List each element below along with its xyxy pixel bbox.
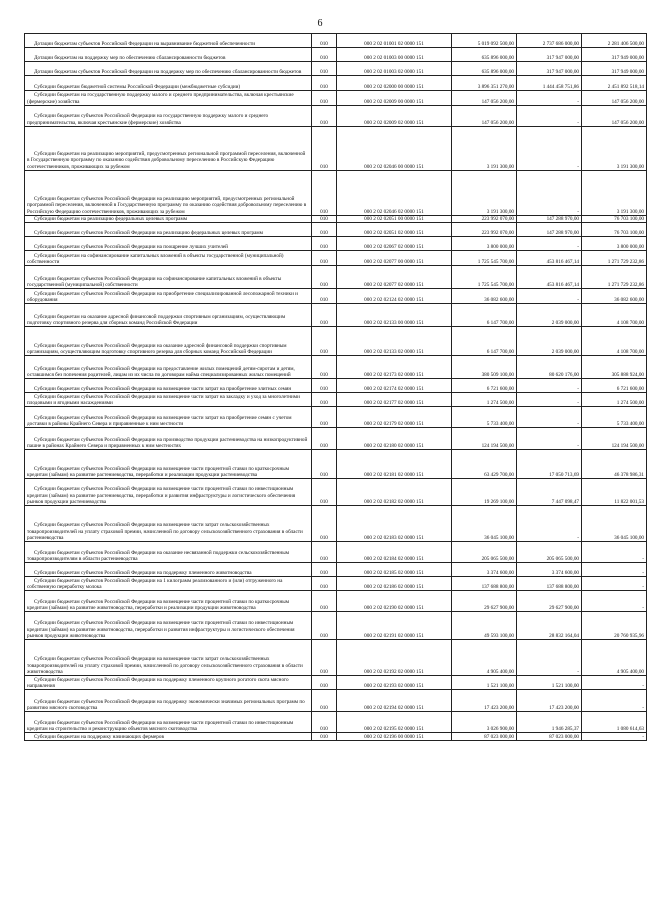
table-row [25, 591, 647, 612]
row-kbk: 000 2 02 02046 02 0000 151 [337, 171, 452, 216]
table-row [25, 171, 647, 216]
row-kbk: 000 2 02 02173 02 0000 151 [337, 356, 452, 379]
row-name: Субсидии бюджетам на реализацию федеральных целевых программ [25, 216, 312, 223]
row-value-remaining: 1 080 614,63 [582, 712, 647, 733]
row-name: Субсидии бюджетам субъектов Российской Федерации на поддержку племенного крупного рогатого скота мясного направления [25, 676, 312, 690]
row-value-approved: 223 992 070,00 [452, 216, 517, 223]
row-name: Субсидии бюджетам на оказание адресной финансовой поддержки спортивным организациям, осуществляющим подготовку спортивного резерва для сборных команд Российской Федерации [25, 304, 312, 327]
row-value-remaining: 4 108 700,00 [582, 327, 647, 356]
row-code: 010 [312, 577, 337, 591]
row-name: Субсидии бюджетам субъектов Российской Федерации на софинансирование капитальных вложений в объекты государственной (муниципальной) собственности [25, 266, 312, 289]
row-name: Субсидии бюджетам субъектов Российской Федерации на поощрение лучших учителей [25, 237, 312, 251]
row-value-executed: 147 288 970,00 [517, 216, 582, 223]
table-row [25, 289, 647, 304]
row-value-executed: - [517, 91, 582, 106]
row-value-approved: 1 725 545 700,00 [452, 266, 517, 289]
row-value-remaining: 317 949 000,00 [582, 48, 647, 62]
row-code: 010 [312, 251, 337, 266]
row-code: 010 [312, 428, 337, 450]
page-number: 6 [317, 18, 323, 29]
row-name: Дотации бюджетам на поддержку мер по обеспечению сбалансированности бюджетов [25, 48, 312, 62]
row-value-executed: 28 832 164,04 [517, 612, 582, 640]
row-name: Субсидии бюджетам субъектов Российской Федерации на возмещение части процентной ставки по краткосрочным кредитам (займам) на развитие растениеводства, переработки и реализации продукции растениеводства [25, 450, 312, 479]
row-name: Субсидии бюджетам на государственную поддержку малого и среднего предпринимательства, включая крестьянские (фермерские) хозяйства [25, 91, 312, 106]
row-value-executed: 453 816 467,14 [517, 266, 582, 289]
row-value-approved: 635 896 000,00 [452, 48, 517, 62]
table-row [25, 91, 647, 106]
row-value-executed: 205 065 500,00 [517, 542, 582, 563]
row-value-approved: 19 269 100,00 [452, 479, 517, 506]
row-kbk: 000 2 02 02009 02 0000 151 [337, 106, 452, 127]
row-kbk: 000 2 02 02133 00 0000 151 [337, 304, 452, 327]
row-value-executed: - [517, 237, 582, 251]
row-value-remaining: - [582, 676, 647, 690]
row-value-executed: 17 050 713,69 [517, 450, 582, 479]
table-row [25, 62, 647, 76]
row-value-approved: 6 147 700,00 [452, 304, 517, 327]
row-value-remaining: 147 056 200,00 [582, 106, 647, 127]
table-row [25, 690, 647, 712]
row-name: Субсидии бюджетам субъектов Российской Федерации на возмещение части затрат на приобретение элитных семян [25, 379, 312, 393]
table-row [25, 76, 647, 91]
row-value-executed: - [517, 506, 582, 542]
row-value-remaining: - [582, 542, 647, 563]
row-name: Дотации бюджетам субъектов Российской Федерации на поддержку мер по обеспечению сбалансированности бюджетов [25, 62, 312, 76]
row-code: 010 [312, 223, 337, 237]
row-value-approved: 17 423 200,00 [452, 690, 517, 712]
row-code: 010 [312, 216, 337, 223]
row-code: 010 [312, 379, 337, 393]
row-name: Субсидии бюджетам субъектов Российской Федерации на государственную поддержку малого и среднего предпринимательства, включая крестьянские (фермерские) хозяйства [25, 106, 312, 127]
row-value-executed: 2 039 000,00 [517, 304, 582, 327]
row-code: 010 [312, 563, 337, 577]
row-kbk: 000 2 02 02177 02 0000 151 [337, 393, 452, 407]
row-kbk: 000 2 02 02190 02 0000 151 [337, 591, 452, 612]
row-value-executed: 17 423 200,00 [517, 690, 582, 712]
row-value-approved: 205 065 500,00 [452, 542, 517, 563]
row-value-approved: 137 688 800,00 [452, 577, 517, 591]
row-value-executed: 317 947 000,00 [517, 62, 582, 76]
row-value-executed: - [517, 379, 582, 393]
row-value-approved: 3 374 600,00 [452, 563, 517, 577]
row-value-remaining: - [582, 690, 647, 712]
table-row [25, 106, 647, 127]
table-row [25, 393, 647, 407]
table-row [25, 379, 647, 393]
table-row [25, 712, 647, 733]
row-name: Субсидии бюджетам субъектов Российской Федерации на возмещение части процентной ставки по краткосрочным кредитам (займам) на развитие животноводства, переработки и реализации продукции животноводства [25, 591, 312, 612]
row-code: 010 [312, 591, 337, 612]
row-kbk: 000 2 02 02051 00 0000 151 [337, 216, 452, 223]
row-code: 010 [312, 48, 337, 62]
row-kbk: 000 2 02 02185 02 0000 151 [337, 563, 452, 577]
row-value-executed: - [517, 640, 582, 676]
budget-table [24, 33, 647, 741]
table-row [25, 542, 647, 563]
row-value-remaining: - [582, 591, 647, 612]
row-kbk: 000 2 02 01003 02 0000 151 [337, 62, 452, 76]
row-kbk: 000 2 02 01003 00 0000 151 [337, 48, 452, 62]
row-value-remaining: 4 108 700,00 [582, 304, 647, 327]
row-value-remaining: - [582, 563, 647, 577]
row-name: Субсидии бюджетам субъектов Российской Федерации на возмещение части затрат на приобретение семян с учетом доставки в районы Крайнего Севера и приравненные к ним местности [25, 407, 312, 428]
row-value-executed: 1 946 285,37 [517, 712, 582, 733]
row-kbk: 000 2 02 02193 02 0000 151 [337, 676, 452, 690]
table-row [25, 676, 647, 690]
row-value-remaining: 147 056 200,00 [582, 91, 647, 106]
row-value-remaining: 3 191 300,00 [582, 127, 647, 171]
row-code: 010 [312, 479, 337, 506]
row-value-approved: 4 905 400,00 [452, 640, 517, 676]
row-value-remaining: 76 703 100,00 [582, 223, 647, 237]
row-value-executed: 453 816 467,14 [517, 251, 582, 266]
row-name: Субсидии бюджетам субъектов Российской Федерации на возмещение части затрат на закладку и уход за многолетними плодовыми и ягодными насаждениями [25, 393, 312, 407]
table-row [25, 251, 647, 266]
row-value-executed: 87 023 000,00 [517, 733, 582, 741]
row-code: 010 [312, 676, 337, 690]
row-name: Субсидии бюджетам на софинансирование капитальных вложений в объекты государственной (муниципальной) собственности [25, 251, 312, 266]
row-kbk: 000 2 02 02181 02 0000 151 [337, 450, 452, 479]
row-code: 010 [312, 91, 337, 106]
table-row [25, 327, 647, 356]
row-value-executed: 137 688 800,00 [517, 577, 582, 591]
row-code: 010 [312, 171, 337, 216]
row-value-executed: 317 947 000,00 [517, 48, 582, 62]
row-kbk: 000 2 02 02046 00 0000 151 [337, 127, 452, 171]
row-value-approved: 1 521 100,00 [452, 676, 517, 690]
row-value-approved: 1 274 500,00 [452, 393, 517, 407]
row-value-executed: 147 288 970,00 [517, 223, 582, 237]
row-name: Субсидии бюджетам на поддержку начинающих фермеров [25, 733, 312, 741]
row-name: Субсидии бюджетам субъектов Российской Федерации на возмещение части процентной ставки по инвестиционным кредитам (займам) на развитие растениеводства, переработки и развития инфраструктуры и логистического обеспечения рынков продукции растениеводства [25, 479, 312, 506]
row-value-approved: 6 721 600,00 [452, 379, 517, 393]
row-code: 010 [312, 62, 337, 76]
row-value-executed: 80 620 176,00 [517, 356, 582, 379]
row-name: Субсидии бюджетам на реализацию мероприятий, предусмотренных региональной программой переселения, включенной в Государственную программу по оказанию содействия добровольному переселению в Российскую Федерацию соотечественников, проживающих за рубежом [25, 127, 312, 171]
row-value-executed: 2 039 000,00 [517, 327, 582, 356]
row-value-approved: 223 992 070,00 [452, 223, 517, 237]
row-name: Субсидии бюджетам субъектов Российской Федерации на возмещение части процентной ставки по инвестиционным кредитам (займам) на развитие животноводства, переработки и развития инфраструктуры и логистического обеспечения рынков продукции животноводства [25, 612, 312, 640]
row-value-remaining: 1 271 729 232,86 [582, 251, 647, 266]
row-name: Субсидии бюджетам субъектов Российской Федерации на приобретение специализированной лесопожарной техники и оборудования [25, 289, 312, 304]
row-kbk: 000 2 02 02000 00 0000 151 [337, 76, 452, 91]
row-kbk: 000 2 02 02067 02 0000 151 [337, 237, 452, 251]
row-name: Субсидии бюджетам субъектов Российской Федерации на оказание несвязанной поддержки сельскохозяйственным товаропроизводителям в области растениеводства [25, 542, 312, 563]
row-name: Субсидии бюджетам бюджетной системы Российской Федерации (межбюджетные субсидии) [25, 76, 312, 91]
row-value-approved: 6 147 700,00 [452, 327, 517, 356]
row-value-approved: 3 896 351 270,00 [452, 76, 517, 91]
row-kbk: 000 2 02 02191 02 0000 151 [337, 612, 452, 640]
row-value-approved: 147 056 200,00 [452, 91, 517, 106]
row-value-executed: 3 374 600,00 [517, 563, 582, 577]
row-value-approved: 124 194 500,00 [452, 428, 517, 450]
table-row [25, 612, 647, 640]
row-kbk: 000 2 02 02077 00 0000 151 [337, 251, 452, 266]
row-code: 010 [312, 127, 337, 171]
row-value-remaining: 3 191 300,00 [582, 171, 647, 216]
table-row [25, 356, 647, 379]
row-name: Субсидии бюджетам субъектов Российской Федерации на реализацию федеральных целевых программ [25, 223, 312, 237]
row-value-executed: - [517, 407, 582, 428]
row-code: 010 [312, 34, 337, 48]
row-name: Субсидии бюджетам субъектов Российской Федерации на поддержку племенного животноводства [25, 563, 312, 577]
row-kbk: 000 2 02 02133 02 0000 151 [337, 327, 452, 356]
row-value-approved: 635 896 000,00 [452, 62, 517, 76]
row-value-remaining: 76 703 100,00 [582, 216, 647, 223]
row-value-remaining: 6 721 600,00 [582, 379, 647, 393]
table-row [25, 127, 647, 171]
row-code: 010 [312, 612, 337, 640]
row-value-executed: 1 521 100,00 [517, 676, 582, 690]
row-value-approved: 1 725 545 700,00 [452, 251, 517, 266]
row-value-approved: 49 593 100,00 [452, 612, 517, 640]
row-value-executed: 29 627 900,00 [517, 591, 582, 612]
row-code: 010 [312, 393, 337, 407]
row-value-executed: 7 447 098,47 [517, 479, 582, 506]
row-kbk: 000 2 02 02184 02 0000 151 [337, 542, 452, 563]
row-code: 010 [312, 712, 337, 733]
row-value-remaining: 124 194 500,00 [582, 428, 647, 450]
table-row [25, 223, 647, 237]
row-value-remaining: 2 281 406 500,00 [582, 34, 647, 48]
table-row [25, 237, 647, 251]
table-row [25, 48, 647, 62]
row-value-executed: 1 444 458 751,86 [517, 76, 582, 91]
row-kbk: 000 2 02 02186 02 0000 151 [337, 577, 452, 591]
table-row [25, 733, 647, 741]
row-code: 010 [312, 76, 337, 91]
row-kbk: 000 2 02 02179 02 0000 151 [337, 407, 452, 428]
row-value-remaining: 36 082 600,00 [582, 289, 647, 304]
row-code: 010 [312, 640, 337, 676]
row-kbk: 000 2 02 02051 02 0000 151 [337, 223, 452, 237]
table-row [25, 34, 647, 48]
row-value-approved: 36 082 600,00 [452, 289, 517, 304]
table-row [25, 266, 647, 289]
row-value-approved: 147 056 200,00 [452, 106, 517, 127]
table-row [25, 304, 647, 327]
table-row [25, 563, 647, 577]
table-row [25, 450, 647, 479]
row-code: 010 [312, 289, 337, 304]
table-row [25, 216, 647, 223]
row-code: 010 [312, 237, 337, 251]
row-name: Субсидии бюджетам субъектов Российской Федерации на возмещение части затрат сельскохозяйственных товаропроизводителей на уплату страховой премии, начисленной по договору сельскохозяйственного страхования в области растениеводства [25, 506, 312, 542]
row-value-approved: 5 733 400,00 [452, 407, 517, 428]
table-row [25, 479, 647, 506]
row-name: Субсидии бюджетам субъектов Российской Федерации на возмещение части затрат сельскохозяйственных товаропроизводителей на уплату страховой премии, начисленной по договору сельскохозяйственного страхования в области животноводства [25, 640, 312, 676]
row-value-remaining: 3 800 000,00 [582, 237, 647, 251]
row-kbk: 000 2 02 02009 00 0000 151 [337, 91, 452, 106]
row-value-approved: 3 191 300,00 [452, 127, 517, 171]
row-kbk: 000 2 02 02195 02 0000 151 [337, 712, 452, 733]
row-value-approved: 5 019 092 500,00 [452, 34, 517, 48]
row-value-executed: - [517, 428, 582, 450]
row-value-remaining: 2 451 892 518,14 [582, 76, 647, 91]
row-code: 010 [312, 733, 337, 741]
row-code: 010 [312, 304, 337, 327]
table-row [25, 428, 647, 450]
row-kbk: 000 2 02 02183 02 0000 151 [337, 506, 452, 542]
row-value-approved: 63 429 700,00 [452, 450, 517, 479]
row-kbk: 000 2 02 02182 02 0000 151 [337, 479, 452, 506]
row-value-executed: 2 737 686 000,00 [517, 34, 582, 48]
row-value-approved: 3 800 000,00 [452, 237, 517, 251]
table-row [25, 577, 647, 591]
table-row [25, 407, 647, 428]
row-name: Субсидии бюджетам субъектов Российской Федерации на реализацию мероприятий, предусмотренных региональной программой переселения, включенной в Государственную программу по оказанию содействия добровольному переселению в Российскую Федерацию соотечественников, проживающих за рубежом [25, 171, 312, 216]
row-value-remaining: 305 888 924,00 [582, 356, 647, 379]
row-name: Субсидии бюджетам субъектов Российской Федерации на 1 килограмм реализованного и (или) отгруженного на собственную переработку молока [25, 577, 312, 591]
row-code: 010 [312, 106, 337, 127]
row-kbk: 000 2 02 02180 02 0000 151 [337, 428, 452, 450]
row-code: 010 [312, 266, 337, 289]
row-value-remaining: 5 733 400,00 [582, 407, 647, 428]
row-code: 010 [312, 450, 337, 479]
row-kbk: 000 2 02 01001 02 0000 151 [337, 34, 452, 48]
row-value-approved: 29 627 900,00 [452, 591, 517, 612]
row-value-approved: 36 045 100,00 [452, 506, 517, 542]
row-code: 010 [312, 356, 337, 379]
row-kbk: 000 2 02 02174 02 0000 151 [337, 379, 452, 393]
row-value-approved: 87 023 000,00 [452, 733, 517, 741]
row-value-executed: - [517, 171, 582, 216]
row-kbk: 000 2 02 02077 02 0000 151 [337, 266, 452, 289]
row-name: Дотации бюджетам субъектов Российской Федерации на выравнивание бюджетной обеспеченности [25, 34, 312, 48]
row-value-remaining: 1 271 729 232,86 [582, 266, 647, 289]
row-value-approved: 3 191 300,00 [452, 171, 517, 216]
row-value-executed: - [517, 393, 582, 407]
row-code: 010 [312, 506, 337, 542]
row-code: 010 [312, 327, 337, 356]
row-name: Субсидии бюджетам субъектов Российской Федерации на возмещение части процентной ставки по инвестиционным кредитам на строительство и реконструкцию объектов мясного скотоводства [25, 712, 312, 733]
row-kbk: 000 2 02 02124 02 0000 151 [337, 289, 452, 304]
row-name: Субсидии бюджетам субъектов Российской Федерации на предоставление жилых помещений детям-сиротам и детям, оставшимся без попечения родителей, лицам из их числа по договорам найма специализированных жилых помещений [25, 356, 312, 379]
row-value-executed: - [517, 127, 582, 171]
row-code: 010 [312, 690, 337, 712]
row-code: 010 [312, 407, 337, 428]
row-code: 010 [312, 542, 337, 563]
row-kbk: 000 2 02 02192 02 0000 151 [337, 640, 452, 676]
row-value-remaining: 46 378 986,31 [582, 450, 647, 479]
row-value-executed: - [517, 289, 582, 304]
row-value-remaining: 4 905 400,00 [582, 640, 647, 676]
row-value-remaining: - [582, 733, 647, 741]
row-value-remaining: 1 274 500,00 [582, 393, 647, 407]
row-value-remaining: - [582, 577, 647, 591]
table-row [25, 506, 647, 542]
row-value-approved: 3 026 900,00 [452, 712, 517, 733]
row-value-executed: - [517, 106, 582, 127]
row-value-remaining: 317 949 000,00 [582, 62, 647, 76]
row-kbk: 000 2 02 02194 02 0000 151 [337, 690, 452, 712]
row-value-approved: 380 509 100,00 [452, 356, 517, 379]
row-name: Субсидии бюджетам субъектов Российской Федерации на производство продукции растениеводства на низкопродуктивной пашне в районах Крайнего Севера и приравненных к ним местностях [25, 428, 312, 450]
row-value-remaining: 20 760 935,96 [582, 612, 647, 640]
row-value-remaining: 11 822 001,53 [582, 479, 647, 506]
table-row [25, 640, 647, 676]
row-name: Субсидии бюджетам субъектов Российской Федерации на оказание адресной финансовой поддержки спортивным организациям, осуществляющим подготовку спортивного резерва для сборных команд Российской Федерации [25, 327, 312, 356]
row-name: Субсидии бюджетам субъектов Российской Федерации на поддержку экономически значимых региональных программ по развитию мясного скотоводства [25, 690, 312, 712]
row-value-remaining: 36 045 100,00 [582, 506, 647, 542]
row-kbk: 000 2 02 02196 00 0000 151 [337, 733, 452, 741]
